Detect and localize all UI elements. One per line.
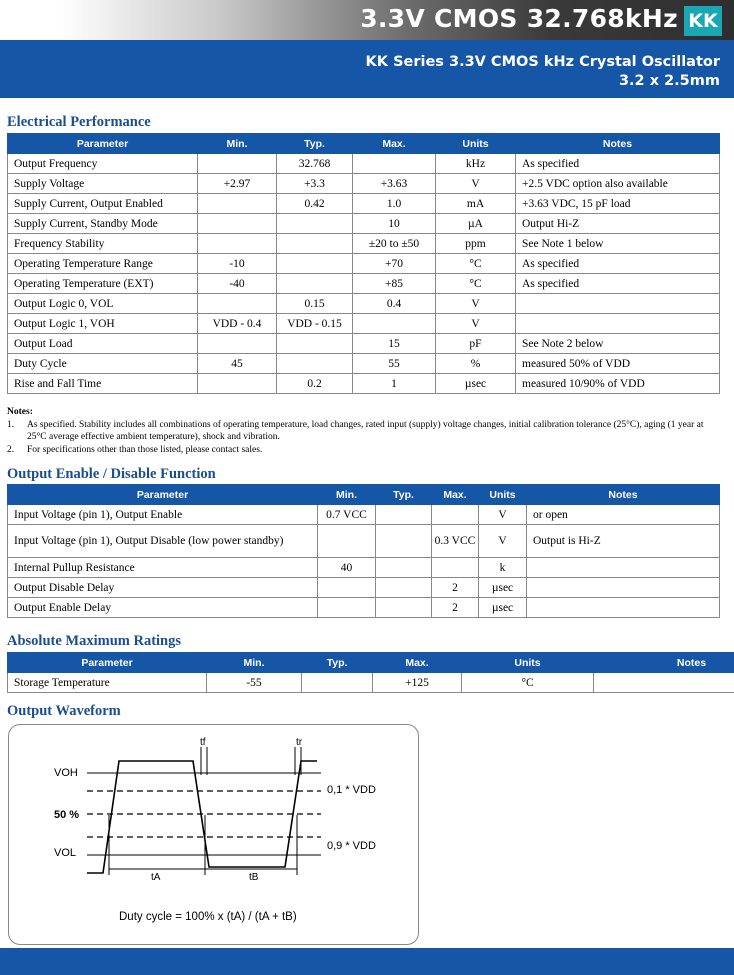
cell-min: [198, 154, 277, 174]
table-row: [8, 558, 720, 578]
cell-units: k: [479, 558, 527, 578]
table-row: [8, 314, 720, 334]
column-header: Notes: [527, 485, 720, 505]
cell-max: [353, 314, 436, 334]
cell-min: VDD - 0.4: [198, 314, 277, 334]
table-header-row: [8, 134, 720, 154]
cell-min: [198, 234, 277, 254]
tf-label: tf: [200, 737, 206, 748]
cell-typ: [302, 673, 373, 693]
column-header: Max.: [432, 485, 479, 505]
cell-param: Operating Temperature (EXT): [8, 274, 198, 294]
absolute-max-title: Absolute Maximum Ratings: [7, 633, 182, 649]
cell-notes: measured 10/90% of VDD: [516, 374, 720, 394]
column-header: Max.: [373, 653, 462, 673]
cell-units: µsec: [436, 374, 516, 394]
column-header: Parameter: [8, 653, 207, 673]
cell-typ: +3.3: [277, 174, 353, 194]
cell-param: Output Load: [8, 334, 198, 354]
cell-typ: [277, 274, 353, 294]
cell-notes: Output Hi-Z: [516, 214, 720, 234]
cell-param: Input Voltage (pin 1), Output Enable: [8, 505, 318, 525]
cell-max: 55: [353, 354, 436, 374]
high-level-label: 0,1 * VDD: [327, 784, 376, 796]
cell-typ: [376, 505, 432, 525]
waveform-trace: [87, 761, 317, 873]
cell-param: Duty Cycle: [8, 354, 198, 374]
tb-label: tB: [249, 872, 259, 883]
cell-param: Input Voltage (pin 1), Output Disable (low power standby): [8, 525, 318, 558]
cell-max: ±20 to ±50: [353, 234, 436, 254]
table-header-row: [8, 485, 720, 505]
fifty-percent-label: 50 %: [54, 809, 80, 821]
output-enable-table: [7, 484, 720, 618]
cell-typ: 0.42: [277, 194, 353, 214]
electrical-performance-table: [7, 133, 720, 394]
cell-max: [353, 154, 436, 174]
cell-units: kHz: [436, 154, 516, 174]
cell-param: Output Enable Delay: [8, 598, 318, 618]
package-size: 3.2 x 2.5mm: [618, 73, 720, 89]
cell-notes: As specified: [516, 154, 720, 174]
low-level-label: 0,9 * VDD: [327, 840, 376, 852]
cell-param: Output Frequency: [8, 154, 198, 174]
cell-notes: measured 50% of VDD: [516, 354, 720, 374]
cell-param: Operating Temperature Range: [8, 254, 198, 274]
cell-min: [318, 578, 376, 598]
product-subtitle: KK Series 3.3V CMOS kHz Crystal Oscillator: [365, 54, 720, 70]
column-header: Units: [436, 134, 516, 154]
table-row: [8, 578, 720, 598]
cell-min: [198, 194, 277, 214]
waveform-box: [8, 724, 419, 945]
voh-label: VOH: [54, 767, 78, 779]
table-row: [8, 598, 720, 618]
cell-typ: [376, 598, 432, 618]
column-header: Units: [462, 653, 594, 673]
cell-param: Rise and Fall Time: [8, 374, 198, 394]
cell-min: 45: [198, 354, 277, 374]
table-row: [8, 334, 720, 354]
column-header: Max.: [353, 134, 436, 154]
table-row: [8, 174, 720, 194]
cell-typ: 0.2: [277, 374, 353, 394]
table-row: [8, 214, 720, 234]
cell-notes: [527, 598, 720, 618]
cell-units: V: [436, 174, 516, 194]
cell-notes: See Note 2 below: [516, 334, 720, 354]
cell-units: µA: [436, 214, 516, 234]
cell-max: +125: [373, 673, 462, 693]
cell-max: +3.63: [353, 174, 436, 194]
cell-param: Storage Temperature: [8, 673, 207, 693]
cell-min: [318, 525, 376, 558]
cell-units: %: [436, 354, 516, 374]
cell-typ: [376, 558, 432, 578]
product-title: 3.3V CMOS 32.768kHz: [360, 4, 678, 33]
cell-typ: 32.768: [277, 154, 353, 174]
table-row: [8, 374, 720, 394]
cell-notes: [516, 294, 720, 314]
cell-max: +70: [353, 254, 436, 274]
cell-units: µsec: [479, 598, 527, 618]
cell-min: -40: [198, 274, 277, 294]
vol-label: VOL: [54, 847, 77, 859]
column-header: Typ.: [302, 653, 373, 673]
cell-min: [198, 214, 277, 234]
cell-param: Output Disable Delay: [8, 578, 318, 598]
table-row: [8, 194, 720, 214]
notes-block: [7, 406, 717, 456]
cell-units: °C: [436, 274, 516, 294]
absolute-max-table: [7, 652, 734, 693]
cell-typ: 0.15: [277, 294, 353, 314]
cell-typ: [376, 525, 432, 558]
cell-min: [198, 334, 277, 354]
cell-notes: +3.63 VDC, 15 pF load: [516, 194, 720, 214]
waveform-diagram: [9, 725, 418, 944]
cell-max: +85: [353, 274, 436, 294]
cell-typ: [376, 578, 432, 598]
cell-min: [198, 294, 277, 314]
note-item: [7, 444, 717, 457]
output-waveform-title: Output Waveform: [7, 703, 121, 719]
cell-param: Output Logic 0, VOL: [8, 294, 198, 314]
column-header: Typ.: [277, 134, 353, 154]
cell-units: °C: [436, 254, 516, 274]
cell-units: ppm: [436, 234, 516, 254]
cell-param: Frequency Stability: [8, 234, 198, 254]
table-row: [8, 505, 720, 525]
table-row: [8, 254, 720, 274]
column-header: Min.: [318, 485, 376, 505]
cell-typ: [277, 234, 353, 254]
column-header: Parameter: [8, 485, 318, 505]
table-row: [8, 525, 720, 558]
cell-max: 0.3 VCC: [432, 525, 479, 558]
column-header: Typ.: [376, 485, 432, 505]
cell-min: +2.97: [198, 174, 277, 194]
column-header: Notes: [516, 134, 720, 154]
cell-min: [198, 374, 277, 394]
cell-max: [432, 558, 479, 578]
ta-label: tA: [151, 872, 161, 883]
cell-typ: [277, 254, 353, 274]
cell-param: Internal Pullup Resistance: [8, 558, 318, 578]
cell-min: 40: [318, 558, 376, 578]
table-header-row: [8, 653, 734, 673]
cell-notes: [594, 673, 734, 693]
cell-typ: [277, 214, 353, 234]
cell-notes: As specified: [516, 274, 720, 294]
cell-max: 10: [353, 214, 436, 234]
cell-param: Output Logic 1, VOH: [8, 314, 198, 334]
cell-notes: Output is Hi-Z: [527, 525, 720, 558]
cell-units: V: [479, 505, 527, 525]
kk-logo: KK: [684, 6, 722, 36]
duty-cycle-formula: Duty cycle = 100% x (tA) / (tA + tB): [119, 911, 297, 923]
column-header: Min.: [207, 653, 302, 673]
cell-max: 1.0: [353, 194, 436, 214]
tr-label: tr: [296, 737, 303, 748]
note-item: [7, 419, 717, 444]
table-row: [8, 234, 720, 254]
cell-min: -55: [207, 673, 302, 693]
note-number: 1.: [7, 419, 15, 430]
column-header: Parameter: [8, 134, 198, 154]
cell-max: 2: [432, 598, 479, 618]
cell-min: -10: [198, 254, 277, 274]
column-header: Min.: [198, 134, 277, 154]
note-text: As specified. Stability includes all combinations of operating temperature, load changes, rated input (supply) voltage changes, initial calibration tolerance (25°C), aging (1 year at 25°C average effective ambient temperature), shock and vibration.: [27, 419, 704, 442]
cell-typ: VDD - 0.15: [277, 314, 353, 334]
cell-max: 0.4: [353, 294, 436, 314]
electrical-performance-title: Electrical Performance: [7, 114, 151, 130]
cell-notes: See Note 1 below: [516, 234, 720, 254]
cell-units: V: [436, 314, 516, 334]
cell-param: Supply Voltage: [8, 174, 198, 194]
cell-param: Supply Current, Standby Mode: [8, 214, 198, 234]
cell-units: V: [479, 525, 527, 558]
cell-typ: [277, 334, 353, 354]
note-number: 2.: [7, 444, 15, 455]
cell-min: [318, 598, 376, 618]
column-header: Notes: [594, 653, 734, 673]
column-header: Units: [479, 485, 527, 505]
cell-units: °C: [462, 673, 594, 693]
cell-units: µsec: [479, 578, 527, 598]
cell-notes: As specified: [516, 254, 720, 274]
table-row: [8, 673, 734, 693]
cell-notes: [527, 578, 720, 598]
cell-notes: or open: [527, 505, 720, 525]
cell-typ: [277, 354, 353, 374]
cell-notes: [527, 558, 720, 578]
cell-max: 15: [353, 334, 436, 354]
output-enable-title: Output Enable / Disable Function: [7, 466, 216, 482]
cell-notes: +2.5 VDC option also available: [516, 174, 720, 194]
cell-units: pF: [436, 334, 516, 354]
footer-bar: [0, 948, 734, 975]
cell-units: mA: [436, 194, 516, 214]
cell-notes: [516, 314, 720, 334]
cell-param: Supply Current, Output Enabled: [8, 194, 198, 214]
cell-min: 0.7 VCC: [318, 505, 376, 525]
table-row: [8, 354, 720, 374]
table-row: [8, 274, 720, 294]
cell-units: V: [436, 294, 516, 314]
table-row: [8, 294, 720, 314]
cell-max: [432, 505, 479, 525]
notes-heading: Notes:: [7, 407, 33, 417]
note-text: For specifications other than those listed, please contact sales.: [27, 444, 263, 455]
table-row: [8, 154, 720, 174]
cell-max: 1: [353, 374, 436, 394]
cell-max: 2: [432, 578, 479, 598]
